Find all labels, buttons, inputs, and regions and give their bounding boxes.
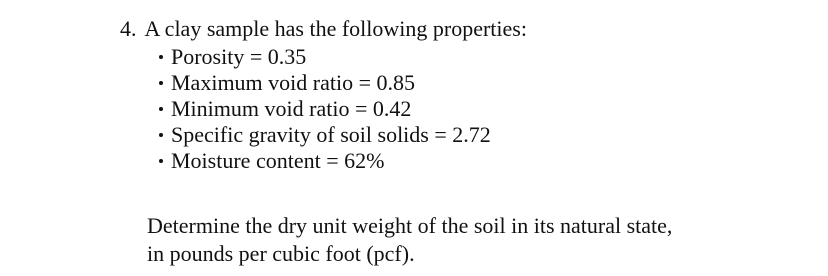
problem-intro: A clay sample has the following properties:: [144, 16, 527, 41]
question-line-2: in pounds per cubic foot (pcf).: [147, 241, 415, 266]
property-text: Specific gravity of soil solids = 2.72: [171, 122, 491, 147]
property-item-min-void-ratio: [159, 96, 491, 122]
bullet-icon: [159, 107, 163, 111]
problem-number: 4.: [120, 16, 137, 41]
problem-heading: [120, 16, 527, 42]
property-item-max-void-ratio: [159, 70, 491, 96]
property-text: Maximum void ratio = 0.85: [171, 70, 415, 95]
property-item-specific-gravity: [159, 122, 491, 148]
bullet-icon: [159, 81, 163, 85]
property-item-porosity: [159, 44, 491, 70]
property-text: Moisture content = 62%: [171, 148, 385, 173]
bullet-icon: [159, 133, 163, 137]
bullet-icon: [159, 159, 163, 163]
property-text: Porosity = 0.35: [171, 44, 307, 69]
question-text: [147, 212, 787, 268]
question-line-1: Determine the dry unit weight of the soil in its natural state,: [147, 213, 673, 238]
bullet-icon: [159, 55, 163, 59]
property-item-moisture-content: [159, 148, 491, 174]
property-text: Minimum void ratio = 0.42: [171, 96, 412, 121]
property-list: [159, 44, 491, 174]
